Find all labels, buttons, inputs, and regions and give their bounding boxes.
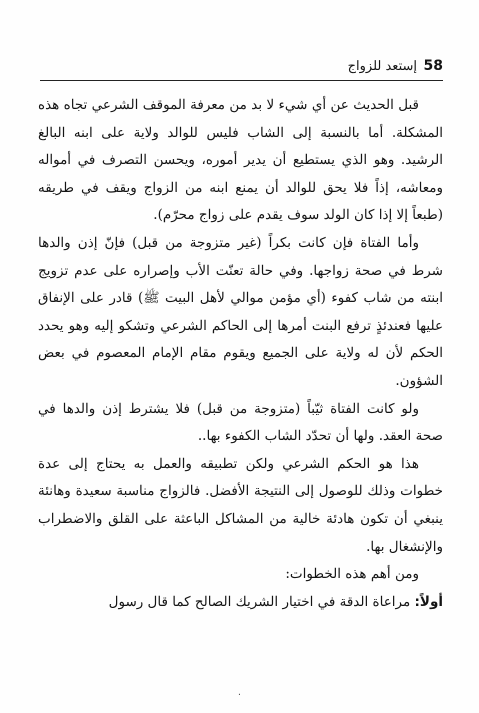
paragraph-3: ولو كانت الفتاة ثيّباً (متزوجة من قبل) فلا يشترط إذن والدها في صحة العقد. ولها أن تحدّد الشاب الكفوء بها.. xyxy=(38,400,443,445)
page-body xyxy=(38,92,443,616)
footer-mark: · xyxy=(237,690,242,701)
page-number: 58 xyxy=(423,58,443,74)
running-title: إستعد للزواج xyxy=(347,59,417,74)
header-divider xyxy=(40,80,443,81)
paragraph-4: هذا هو الحكم الشرعي ولكن تطبيقه والعمل به يحتاج إلى عدة خطوات وذلك للوصول إلى النتيجة الأفضل. فالزواج مناسبة سعيدة وهانئة ينبغي أن تكون هادئة خالية من المشاكل الباعثة على القلق والاضطراب والإنشغال بها. xyxy=(38,455,443,555)
step-one-text: مراعاة الدقة في اختيار الشريك الصالح كما قال رسول xyxy=(108,593,415,610)
paragraph-1: قبل الحديث عن أي شيء لا بد من معرفة الموقف الشرعي تجاه هذه المشكلة. أما بالنسبة إلى الشاب فليس للوالد ولاية على ابنه البالغ الرشيد. وهو الذي يستطيع أن يدير أموره، ويحسن التصرف في أمواله ومعاشه، إذاً فلا يحق للوالد أن يمنع ابنه من الزواج ويقف في طريقه (طبعاً إلا إذا كان الولد سوف يقدم على زواج محرّم). xyxy=(38,97,443,224)
paragraph-6 xyxy=(38,589,443,617)
paragraph-2: وأما الفتاة فإن كانت بكراً (غير متزوجة من قبل) فإنّ إذن والدها شرط في صحة زواجها. وفي حالة تعنّت الأب وإصراره على عدم تزويج ابنته من شاب كفوء (أي مؤمن موالي لأهل البيت ﷺ) قادر على الإنفاق عليها فعندئذٍ ترفع البنت أمرها إلى الحاكم الشرعي وتشكو إليه وهو يحدد الحكم لأن له ولاية على الجميع ويقوم مقام الإمام المعصوم في بعض الشؤون. xyxy=(38,234,443,389)
step-one-label: أولاً: xyxy=(414,593,443,610)
paragraph-5: ومن أهم هذه الخطوات: xyxy=(285,566,419,583)
page-header xyxy=(40,56,443,78)
